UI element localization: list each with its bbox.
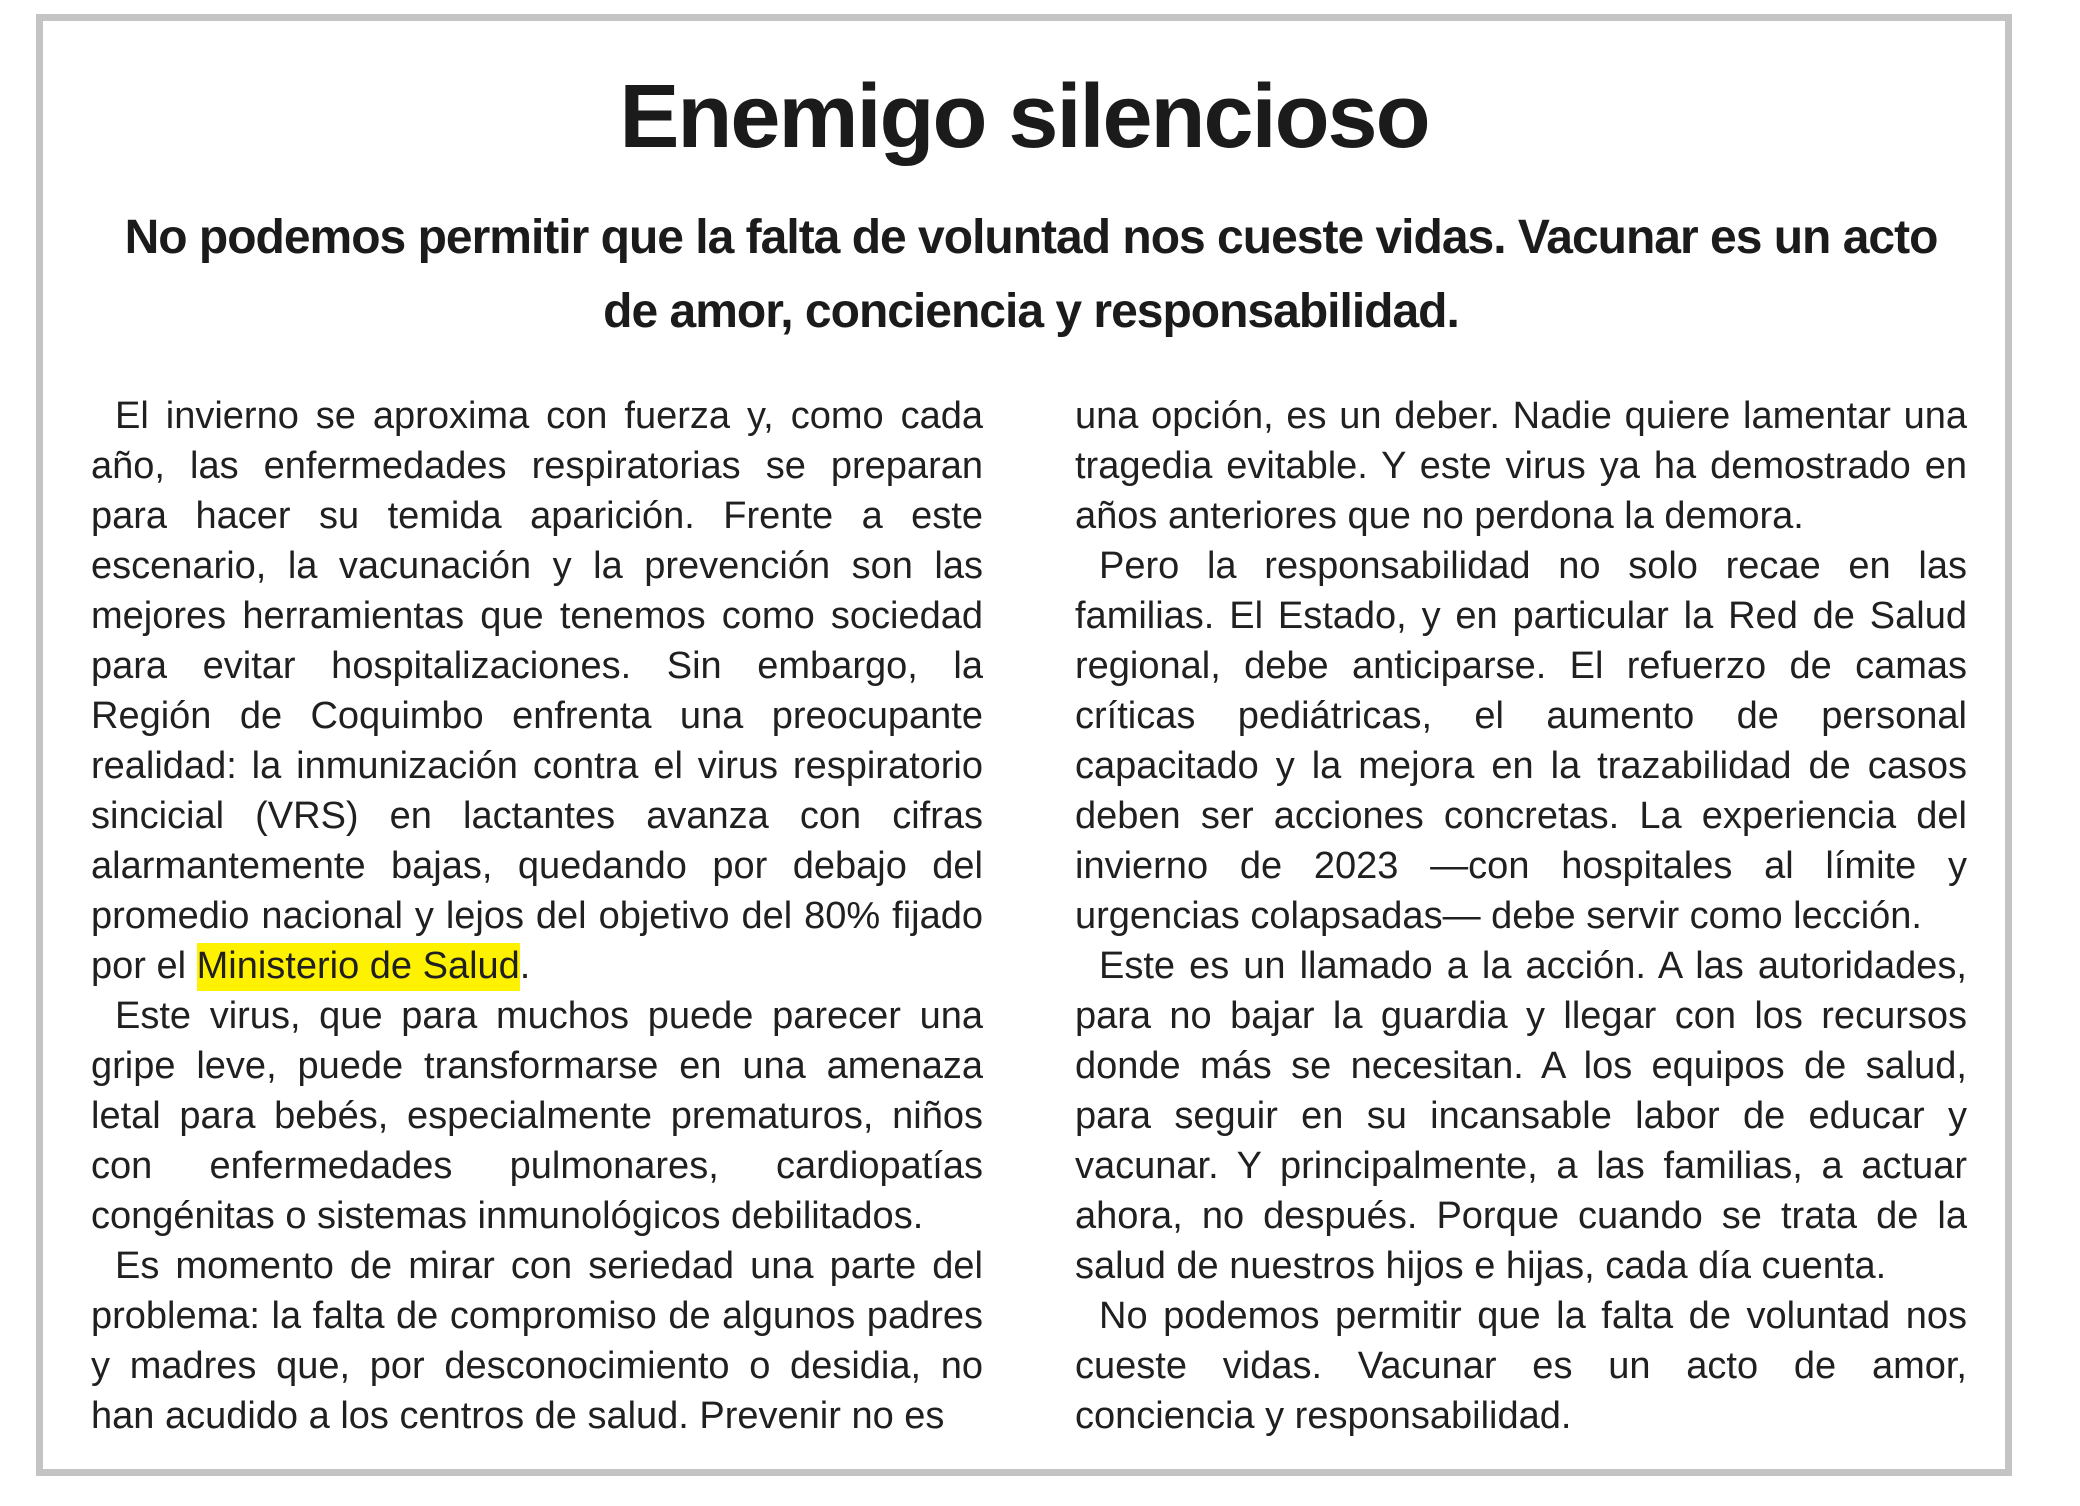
article-title: Enemigo silencioso <box>619 67 1429 167</box>
highlighted-ministerio-de-salud: Ministerio de Salud <box>197 943 520 991</box>
paragraph-3-end: una opción, es un deber. Nadie quiere lamentar una tragedia evitable. Y este virus ya ha demostrado en años anteriores que no perdona la demora. <box>1075 395 1967 537</box>
paragraph-5: Este es un llamado a la acción. A las autoridades, para no bajar la guardia y llegar con los recursos donde más se necesitan. A los equipos de salud, para seguir en su incansable labor de educar y vacunar. Y principalmente, a las familias, a actuar ahora, no después. Porque cuando se trata de la salud de nuestros hijos e hijas, cada día cuenta. <box>1075 945 1967 1287</box>
left-column <box>91 391 983 1441</box>
paragraph-2: Este virus, que para muchos puede parecer una gripe leve, puede transformarse en una amenaza letal para bebés, especialmente prematuros, niños con enfermedades pulmonares, cardiopatías congénitas o sistemas inmunológicos debilitados. <box>91 995 983 1237</box>
right-column <box>1075 391 1967 1441</box>
paragraph-1 <box>91 391 983 991</box>
article-subtitle: No podemos permitir que la falta de voluntad nos cueste vidas. Vacunar es un acto de amor, conciencia y responsabilidad. <box>124 211 1938 338</box>
paragraph-6: No podemos permitir que la falta de voluntad nos cueste vidas. Vacunar es un acto de amor, conciencia y responsabilidad. <box>1075 1295 1967 1437</box>
paragraph-1-text: El invierno se aproxima con fuerza y, como cada año, las enfermedades respiratorias se preparan para hacer su temida aparición. Frente a este escenario, la vacunación y la prevención son las mejores herramientas que tenemos como sociedad para evitar hospitalizaciones. Sin embargo, la Región de Coquimbo enfrenta una preocupante realidad: la inmunización contra el virus respiratorio sincicial (VRS) en lactantes avanza con cifras alarmantemente bajas, quedando por debajo del promedio nacional y lejos del objetivo del 80% fijado por el <box>91 395 983 987</box>
paragraph-4: Pero la responsabilidad no solo recae en las familias. El Estado, y en particular la Red de Salud regional, debe anticiparse. El refuerzo de camas críticas pediátricas, el aumento de personal capacitado y la mejora en la trazabilidad de casos deben ser acciones concretas. La experiencia del invierno de 2023 —con hospitales al límite y urgencias colapsadas— debe servir como lección. <box>1075 545 1967 937</box>
paragraph-3-start: Es momento de mirar con seriedad una parte del problema: la falta de compromiso de algunos padres y madres que, por desconocimiento o desidia, no han acudido a los centros de salud. Prevenir no es <box>91 1245 983 1437</box>
paragraph-1-end: . <box>519 945 531 987</box>
article-frame <box>36 14 2012 1476</box>
